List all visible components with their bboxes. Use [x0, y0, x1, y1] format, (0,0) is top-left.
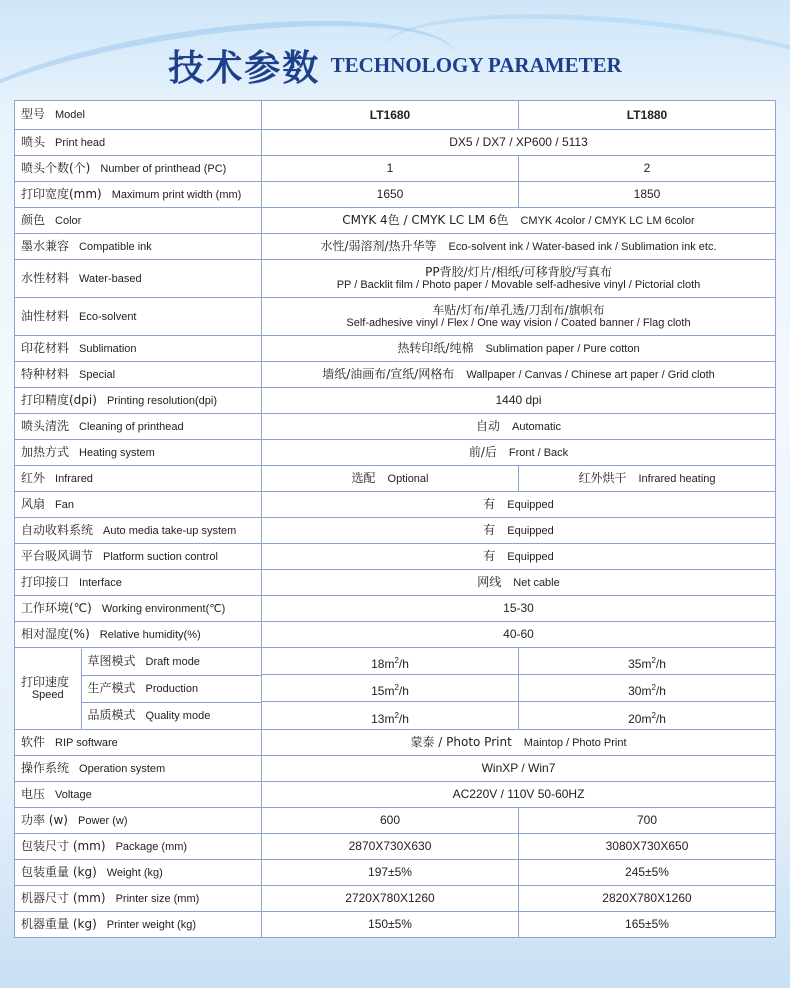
unit-tail: /h — [398, 712, 409, 726]
row-label — [15, 834, 262, 860]
table-row-printer-size — [15, 886, 776, 912]
value-cn: 网线 — [477, 574, 502, 589]
label-cn: 油性材料 — [21, 308, 70, 323]
label-en: Operation system — [79, 762, 166, 775]
speed-value: 35m — [628, 657, 652, 671]
label-cn: 风扇 — [21, 496, 46, 511]
value-cell: WinXP / Win7 — [262, 756, 776, 782]
row-label — [15, 298, 262, 336]
value-lt1680 — [262, 466, 519, 492]
row-label — [15, 782, 262, 808]
label-en: Platform suction control — [103, 550, 218, 563]
label-cn: 颜色 — [21, 212, 46, 227]
row-label — [15, 440, 262, 466]
row-label — [15, 414, 262, 440]
label-cn: 机器尺寸 (mm) — [21, 890, 106, 905]
unit-tail: /h — [655, 712, 666, 726]
speed-production-lt1880 — [519, 675, 775, 702]
value-cn: PP背胶/灯片/相纸/可移背胶/写真布 — [425, 264, 612, 279]
row-label — [15, 622, 262, 648]
table-row-model — [15, 101, 776, 130]
unit-tail: /h — [655, 684, 666, 698]
row-label — [15, 912, 262, 938]
table-row-infrared — [15, 466, 776, 492]
speed-quality-lt1680 — [262, 702, 518, 729]
label-en: Interface — [79, 576, 122, 589]
table-row-color — [15, 208, 776, 234]
label-en: Water-based — [79, 272, 142, 285]
value-lt1680: 2720X780X1260 — [262, 886, 519, 912]
label-cn: 包装尺寸 (mm) — [21, 838, 106, 853]
table-row-humidity — [15, 622, 776, 648]
label-en: Infrared — [55, 472, 93, 485]
page-title — [0, 40, 790, 91]
value-en: Wallpaper / Canvas / Chinese art paper / Grid cloth — [466, 368, 715, 381]
label-cn: 打印宽度(mm) — [21, 186, 102, 201]
table-row-printhead-count — [15, 156, 776, 182]
label-en: Model — [55, 109, 85, 121]
speed-quality-lt1880 — [519, 702, 775, 729]
label-cn: 包装重量 (kg) — [21, 864, 97, 879]
value-cn: 有 — [483, 496, 496, 511]
label-en: Color — [55, 214, 82, 227]
speed-value: 30m — [628, 684, 652, 698]
value-en: Net cable — [513, 576, 560, 589]
value-cell — [262, 440, 776, 466]
label-en: Printer weight (kg) — [106, 918, 197, 931]
label-cn: 机器重量 (kg) — [21, 916, 97, 931]
value-cn: 有 — [483, 548, 496, 563]
label-cn: 电压 — [21, 786, 46, 801]
row-label — [15, 756, 262, 782]
value-lt1680: 197±5% — [262, 860, 519, 886]
row-label — [15, 808, 262, 834]
table-row-os — [15, 756, 776, 782]
row-label — [15, 388, 262, 414]
row-label — [15, 156, 262, 182]
label-en: Working environment(℃) — [101, 602, 226, 615]
value-cn: 热转印纸/纯棉 — [397, 340, 474, 355]
label-en: Number of printhead (PC) — [100, 162, 227, 175]
label-cn: 型号 — [21, 107, 46, 121]
value-cell: 15-30 — [262, 596, 776, 622]
row-label — [15, 596, 262, 622]
label-en: Speed — [31, 688, 64, 701]
value-en: Automatic — [512, 420, 561, 433]
value-lt1880: 245±5% — [519, 860, 776, 886]
value-lt1680: 1650 — [262, 182, 519, 208]
row-label — [15, 466, 262, 492]
label-en: Quality mode — [145, 709, 211, 722]
table-row-printer-weight — [15, 912, 776, 938]
row-label — [15, 182, 262, 208]
value-en: Eco-solvent ink / Water-based ink / Sublimation ink etc. — [448, 240, 717, 253]
label-en: Heating system — [79, 446, 155, 459]
value-lt1680: 150±5% — [262, 912, 519, 938]
label-cn: 喷头清洗 — [21, 418, 70, 433]
row-label — [15, 362, 262, 388]
model-lt1880: LT1880 — [519, 101, 776, 130]
label-en: Sublimation — [79, 342, 137, 355]
row-label — [15, 336, 262, 362]
label-cn: 自动收料系统 — [21, 522, 94, 537]
label-en: Printer size (mm) — [115, 892, 200, 905]
speed-draft-lt1880 — [519, 648, 775, 675]
value-en: Equipped — [507, 498, 554, 511]
value-cell: AC220V / 110V 50-60HZ — [262, 782, 776, 808]
table-row-cleaning — [15, 414, 776, 440]
row-label — [15, 492, 262, 518]
label-en: Power (w) — [78, 814, 128, 827]
spec-table — [14, 100, 776, 938]
table-row-takeup — [15, 518, 776, 544]
value-en: CMYK 4color / CMYK LC LM 6color — [520, 214, 695, 227]
label-en: Relative humidity(%) — [99, 628, 201, 641]
value-cell: DX5 / DX7 / XP600 / 5113 — [262, 130, 776, 156]
value-cn: 墙纸/油画布/宣纸/网格布 — [322, 366, 455, 381]
label-en: Cleaning of printhead — [79, 420, 184, 433]
value-cell: 1440 dpi — [262, 388, 776, 414]
value-cell — [262, 518, 776, 544]
label-cn: 打印速度 — [21, 674, 70, 689]
table-row-eco-solvent — [15, 298, 776, 336]
row-label — [15, 260, 262, 298]
value-en: PP / Backlit film / Photo paper / Movable self-adhesive vinyl / Pictorial cloth — [336, 278, 701, 291]
label-cn: 品质模式 — [87, 707, 136, 722]
label-en: Auto media take-up system — [103, 524, 237, 537]
value-cn: CMYK 4色 / CMYK LC LM 6色 — [342, 212, 509, 227]
table-row-package-weight — [15, 860, 776, 886]
label-cn: 生产模式 — [87, 680, 136, 695]
row-label — [15, 544, 262, 570]
unit-sup: 2 — [394, 683, 399, 692]
label-cn: 喷头 — [21, 134, 46, 149]
row-label — [15, 886, 262, 912]
value-cell — [262, 298, 776, 336]
unit-sup: 2 — [651, 711, 656, 720]
value-lt1880 — [519, 466, 776, 492]
label-cn: 功率 (w) — [21, 812, 68, 827]
value-en: Equipped — [507, 524, 554, 537]
speed-mode-quality — [81, 702, 261, 729]
label-en: Voltage — [55, 788, 92, 801]
speed-draft-lt1680 — [262, 648, 518, 675]
label-en: Print head — [55, 136, 106, 149]
table-row-print-width — [15, 182, 776, 208]
table-row-sublimation — [15, 336, 776, 362]
speed-label — [15, 649, 81, 729]
value-en: Equipped — [507, 550, 554, 563]
unit-tail: /h — [655, 657, 666, 671]
row-label — [15, 730, 262, 756]
unit-sup: 2 — [394, 711, 399, 720]
unit-sup: 2 — [394, 656, 399, 665]
table-row-power — [15, 808, 776, 834]
table-row-speed-draft — [15, 648, 776, 730]
value-en: Optional — [387, 472, 429, 485]
speed-value: 20m — [628, 712, 652, 726]
value-cn: 有 — [483, 522, 496, 537]
label-cn: 工作环境(℃) — [21, 600, 92, 615]
table-row-environment — [15, 596, 776, 622]
row-label — [15, 860, 262, 886]
value-cell — [262, 570, 776, 596]
table-row-ink — [15, 234, 776, 260]
value-cell — [262, 208, 776, 234]
label-cn: 特种材料 — [21, 366, 70, 381]
label-cn: 打印接口 — [21, 574, 70, 589]
table-row-resolution — [15, 388, 776, 414]
row-label — [15, 570, 262, 596]
speed-subtable — [15, 649, 261, 729]
table-row-suction — [15, 544, 776, 570]
value-cn: 自动 — [476, 418, 501, 433]
label-en: Package (mm) — [115, 840, 188, 853]
speed-mode-draft — [81, 649, 261, 676]
value-cn: 红外烘干 — [578, 470, 627, 485]
table-row-fan — [15, 492, 776, 518]
model-lt1680: LT1680 — [262, 101, 519, 130]
value-lt1680: 2870X730X630 — [262, 834, 519, 860]
label-cn: 打印精度(dpi) — [21, 392, 97, 407]
speed-values-lt1680 — [262, 648, 519, 730]
row-label — [15, 648, 262, 730]
unit-tail: /h — [398, 657, 409, 671]
value-cn: 前/后 — [468, 444, 497, 459]
label-cn: 红外 — [21, 470, 46, 485]
label-cn: 加热方式 — [21, 444, 70, 459]
label-cn: 平台吸风调节 — [21, 548, 94, 563]
value-cell — [262, 362, 776, 388]
page-title-en: TECHNOLOGY PARAMETER — [330, 53, 622, 77]
table-row-software — [15, 730, 776, 756]
label-cn: 墨水兼容 — [21, 238, 70, 253]
speed-value: 18m — [371, 657, 395, 671]
value-en: Self-adhesive vinyl / Flex / One way vision / Coated banner / Flag cloth — [346, 316, 691, 329]
label-cn: 软件 — [21, 734, 46, 749]
table-row-special — [15, 362, 776, 388]
table-row-package — [15, 834, 776, 860]
table-row-water-based — [15, 260, 776, 298]
value-en: Maintop / Photo Print — [523, 736, 627, 749]
label-en: Draft mode — [145, 655, 200, 668]
label-en: Special — [79, 368, 116, 381]
label-en: Production — [145, 682, 199, 695]
label-cn: 相对湿度(%) — [21, 626, 90, 641]
row-label — [15, 234, 262, 260]
value-lt1880: 2 — [519, 156, 776, 182]
value-cell — [262, 260, 776, 298]
label-en: Compatible ink — [79, 240, 152, 253]
label-en: Maximum print width (mm) — [111, 188, 242, 201]
value-cell — [262, 544, 776, 570]
speed-value: 15m — [371, 684, 395, 698]
value-lt1880: 1850 — [519, 182, 776, 208]
value-en: Infrared heating — [638, 472, 716, 485]
label-en: Fan — [55, 498, 74, 511]
page-title-cn: 技术参数 — [168, 48, 321, 89]
label-cn: 印花材料 — [21, 340, 70, 355]
row-label — [15, 208, 262, 234]
speed-production-lt1680 — [262, 675, 518, 702]
value-lt1880: 700 — [519, 808, 776, 834]
unit-tail: /h — [398, 684, 409, 698]
label-cn: 喷头个数(个) — [21, 160, 91, 175]
value-lt1880: 3080X730X650 — [519, 834, 776, 860]
table-row-interface — [15, 570, 776, 596]
value-cn: 蒙泰 / Photo Print — [410, 734, 512, 749]
unit-sup: 2 — [651, 656, 656, 665]
value-cell — [262, 492, 776, 518]
speed-values-lt1880 — [519, 648, 776, 730]
value-lt1680: 1 — [262, 156, 519, 182]
label-cn: 水性材料 — [21, 270, 70, 285]
speed-mode-production — [81, 675, 261, 702]
row-label — [15, 130, 262, 156]
table-row-print-head — [15, 130, 776, 156]
value-cell — [262, 336, 776, 362]
value-en: Front / Back — [508, 446, 569, 459]
value-cell — [262, 234, 776, 260]
label-en: Weight (kg) — [106, 866, 163, 879]
value-cn: 选配 — [351, 470, 376, 485]
value-en: Sublimation paper / Pure cotton — [485, 342, 640, 355]
speed-value: 13m — [371, 712, 395, 726]
value-cell — [262, 730, 776, 756]
label-cn: 操作系统 — [21, 760, 70, 775]
value-cn: 车贴/灯布/单孔透/刀刮布/旗帜布 — [432, 302, 605, 317]
label-en: Printing resolution(dpi) — [106, 394, 217, 407]
value-cell — [262, 414, 776, 440]
value-lt1880: 2820X780X1260 — [519, 886, 776, 912]
value-cn: 水性/弱溶剂/热升华等 — [320, 238, 437, 253]
unit-sup: 2 — [651, 683, 656, 692]
row-label — [15, 101, 262, 130]
value-cell: 40-60 — [262, 622, 776, 648]
label-en: Eco-solvent — [79, 310, 137, 323]
label-en: RIP software — [55, 736, 118, 749]
table-row-heating — [15, 440, 776, 466]
value-lt1680: 600 — [262, 808, 519, 834]
row-label — [15, 518, 262, 544]
value-lt1880: 165±5% — [519, 912, 776, 938]
table-row-voltage — [15, 782, 776, 808]
label-cn: 草图模式 — [87, 653, 136, 668]
